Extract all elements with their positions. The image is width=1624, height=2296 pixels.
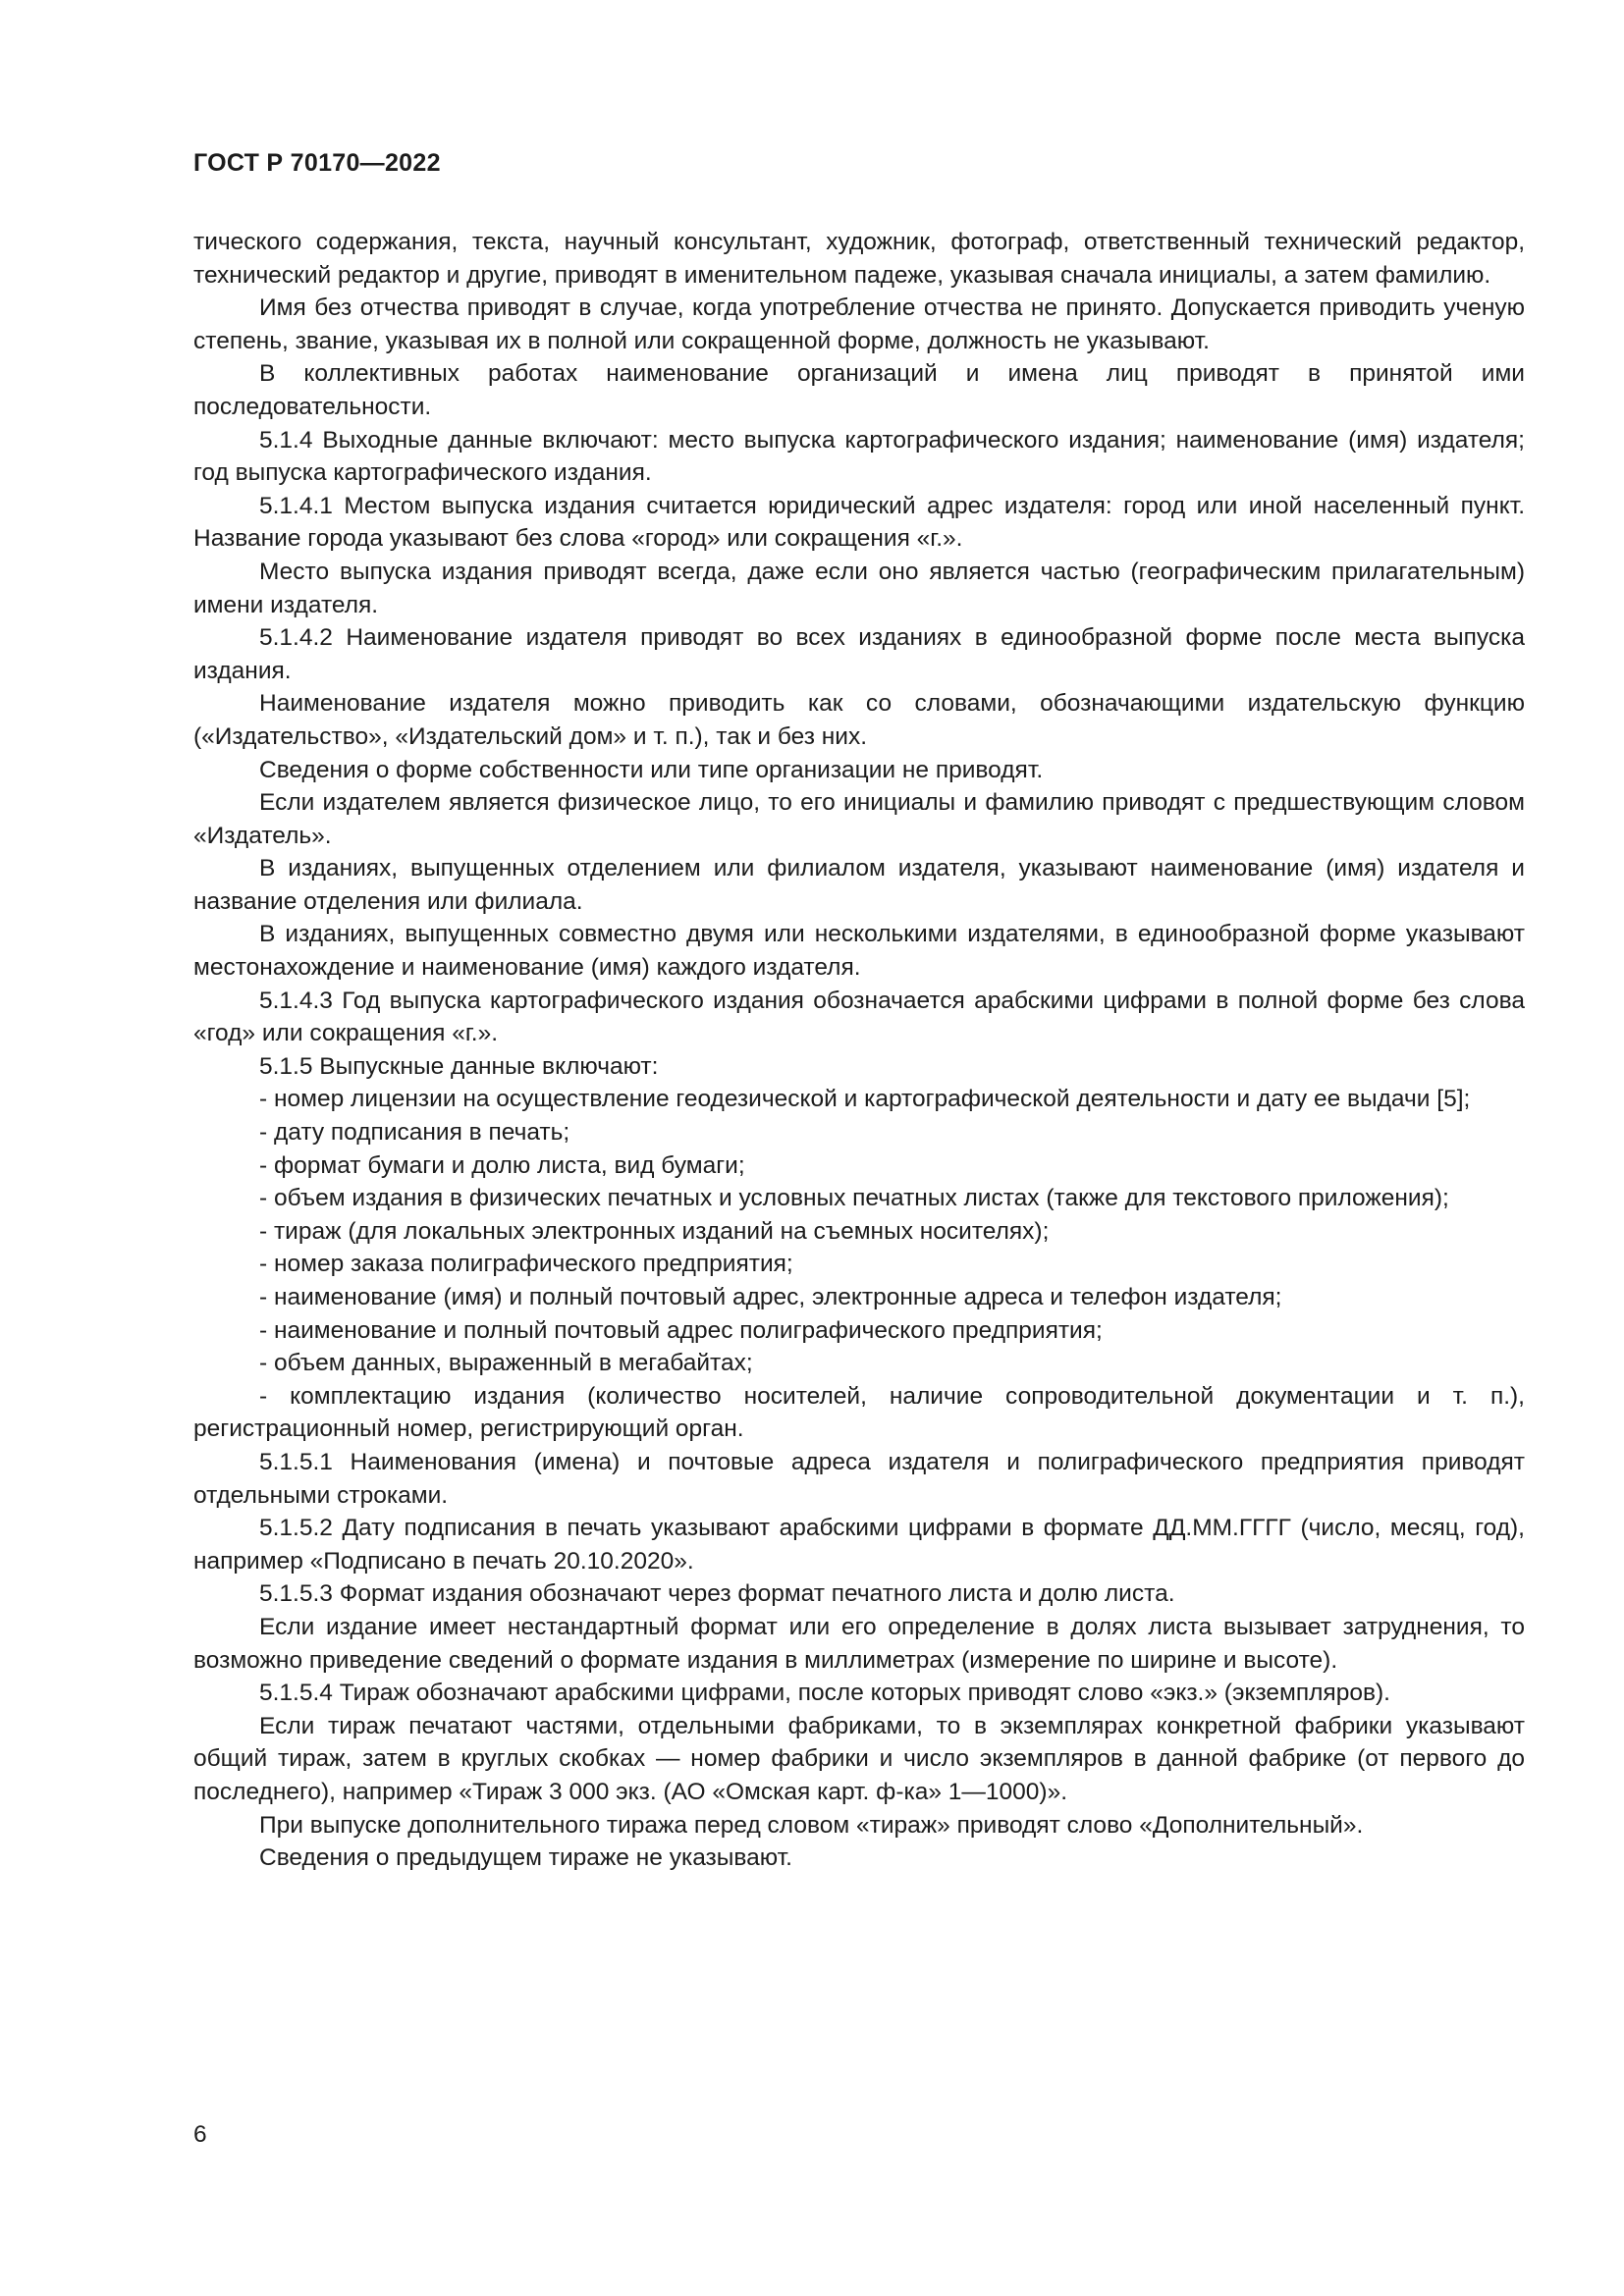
paragraph: В изданиях, выпущенных совместно двумя или несколькими издателями, в единообразной форме указывают местонахождение и наименование (имя) каждого издателя. [193, 921, 1525, 982]
paragraph: 5.1.4.2 Наименование издателя приводят во всех изданиях в единообразной форме после места выпуска издания. [193, 624, 1525, 684]
document-header: ГОСТ Р 70170—2022 [193, 149, 441, 177]
page-number: 6 [193, 2121, 207, 2148]
paragraph: Если издателем является физическое лицо, то его инициалы и фамилию приводят с предшествующим словом «Издатель». [193, 789, 1525, 849]
list-item: - номер заказа полиграфического предприятия; [259, 1251, 793, 1278]
list-item: - тираж (для локальных электронных изданий на съемных носителях); [259, 1217, 1050, 1245]
paragraph: Место выпуска издания приводят всегда, даже если оно является частью (географическим прилагательным) имени издателя. [193, 558, 1525, 618]
paragraph: 5.1.5.2 Дату подписания в печать указывают арабскими цифрами в формате ДД.ММ.ГГГГ (число, месяц, год), например «Подписано в печать 20.10.2020». [193, 1515, 1525, 1575]
list-item: - объем издания в физических печатных и условных печатных листах (также для текстового приложения); [259, 1185, 1449, 1212]
paragraph: Сведения о форме собственности или типе организации не приводят. [259, 756, 1044, 783]
paragraph: 5.1.5 Выпускные данные включают: [259, 1052, 659, 1080]
list-item: - наименование и полный почтовый адрес полиграфического предприятия; [259, 1316, 1103, 1344]
paragraph: 5.1.5.4 Тираж обозначают арабскими цифрами, после которых приводят слово «экз.» (экземпляров). [259, 1680, 1390, 1707]
paragraph: Если издание имеет нестандартный формат или его определение в долях листа вызывает затруднения, то возможно приведение сведений о формате издания в миллиметрах (измерение по ширине и высоте). [193, 1613, 1525, 1674]
paragraph: тического содержания, текста, научный консультант, художник, фотограф, ответственный технический редактор, технический редактор и другие, приводят в именительном падеже, указывая сначала инициалы, а затем фамилию. [193, 229, 1525, 289]
paragraph: Имя без отчества приводят в случае, когда употребление отчества не принято. Допускается приводить ученую степень, звание, указывая их в полной или сокращенной форме, должность не указывают. [193, 294, 1525, 354]
paragraph: 5.1.4.3 Год выпуска картографического издания обозначается арабскими цифрами в полной форме без слова «год» или сокращения «г.». [193, 987, 1525, 1047]
paragraph: 5.1.5.3 Формат издания обозначают через формат печатного листа и долю листа. [259, 1580, 1175, 1608]
paragraph: Наименование издателя можно приводить как со словами, обозначающими издательскую функцию («Издательство», «Издательский дом» и т. п.), так и без них. [193, 690, 1525, 750]
list-item: - наименование (имя) и полный почтовый адрес, электронные адреса и телефон издателя; [259, 1284, 1282, 1310]
paragraph: Если тираж печатают частями, отдельными фабриками, то в экземплярах конкретной фабрики указывают общий тираж, затем в круглых скобках — номер фабрики и число экземпляров в данной фабрике (от первого до последнего), например «Тираж 3 000 экз. (АО «Омская карт. ф-ка» 1—1000)». [193, 1712, 1525, 1805]
paragraph: 5.1.5.1 Наименования (имена) и почтовые адреса издателя и полиграфического предприятия приводят отдельными строками. [193, 1448, 1525, 1509]
paragraph: Сведения о предыдущем тираже не указывают. [259, 1844, 792, 1872]
list-item: - формат бумаги и долю листа, вид бумаги; [259, 1151, 745, 1179]
list-item: - объем данных, выраженный в мегабайтах; [259, 1350, 753, 1377]
paragraph: 5.1.4 Выходные данные включают: место выпуска картографического издания; наименование (имя) издателя; год выпуска картографического издания. [193, 426, 1525, 487]
list-item: - номер лицензии на осуществление геодезической и картографической деятельности и дату ее выдачи [5]; [259, 1086, 1471, 1113]
paragraph: При выпуске дополнительного тиража перед словом «тираж» приводят слово «Дополнительный». [259, 1811, 1364, 1839]
paragraph: В коллективных работах наименование организаций и имена лиц приводят в принятой ими последовательности. [193, 360, 1525, 420]
paragraph: В изданиях, выпущенных отделением или филиалом издателя, указывают наименование (имя) издателя и название отделения или филиала. [193, 855, 1525, 915]
list-item: - дату подписания в печать; [259, 1119, 570, 1147]
document-body [193, 226, 1525, 1875]
list-item: - комплектацию издания (количество носителей, наличие сопроводительной документации и т. п.), регистрационный номер, регистрирующий орган. [193, 1382, 1525, 1443]
paragraph: 5.1.4.1 Местом выпуска издания считается юридический адрес издателя: город или иной населенный пункт. Название города указывают без слова «город» или сокращения «г.». [193, 492, 1525, 553]
